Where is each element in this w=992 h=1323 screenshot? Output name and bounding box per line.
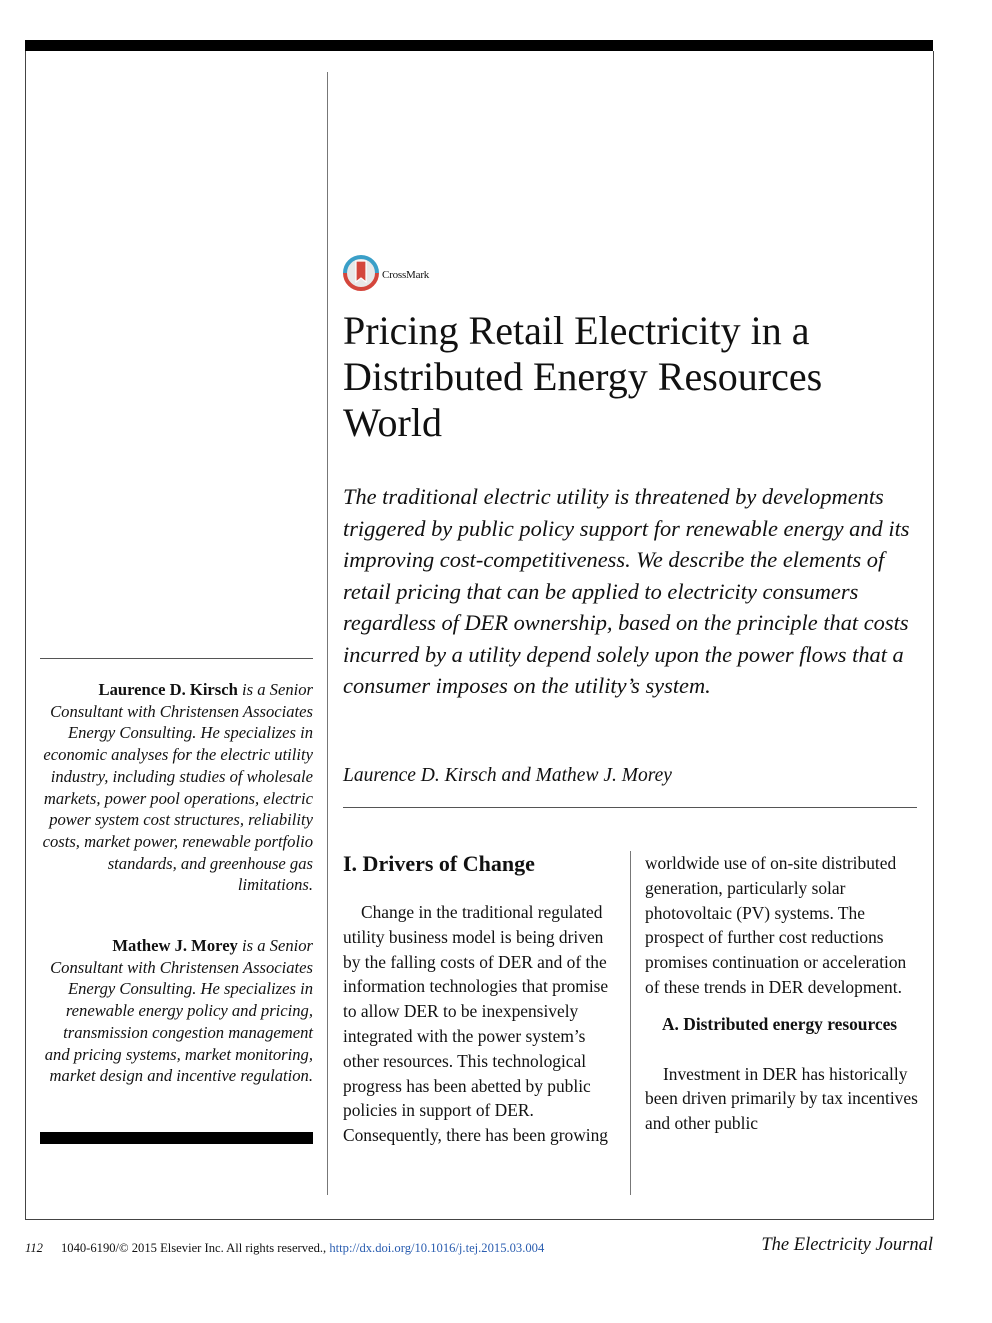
body-column-right [645,851,919,1136]
page-number: 112 [25,1241,43,1255]
body-column-left [343,851,617,1148]
article-authors: Laurence D. Kirsch and Mathew J. Morey [343,765,672,786]
page-footer [25,1234,933,1260]
crossmark-badge[interactable] [343,256,429,294]
body-paragraph: Investment in DER has historically been driven primarily by tax incentives and other public [645,1063,918,1134]
journal-name: The Electricity Journal [761,1235,933,1255]
article-abstract: The traditional electric utility is threatened by developments triggered by public policy support for renewable energy and its improving cost-competitiveness. We describe the elements of retail pricing that can be applied to electricity consumers regardless of DER ownership, based on the principle that costs incurred by a utility depend solely upon the power flows that a consumer imposes on the utility’s system. [343,484,910,698]
subsection-heading: A. Distributed energy resources [662,1013,898,1034]
author-bio-morey [36,935,313,1087]
top-black-bar [25,40,933,51]
body-paragraph: worldwide use of on-site distributed generation, particularly solar photovoltaic (PV) systems. The prospect of further cost reductions promises continuation or acceleration of these trends in DER development. [645,853,907,997]
author-bio-kirsch [36,679,313,896]
sidebar-top-rule [40,658,313,659]
sidebar-divider [327,72,328,1195]
crossmark-label: CrossMark [382,269,430,281]
bio-text: is a Senior Consultant with Christensen Associates Energy Consulting. He specializes in renewable energy policy and pricing, transmission congestion management and pricing systems, market monitoring, market design and incentive regulation. [44,936,313,1086]
column-divider [630,851,631,1195]
doi-link[interactable]: http://dx.doi.org/10.1016/j.tej.2015.03.004 [329,1241,545,1255]
footer-citation [25,1241,544,1256]
authors-rule [343,807,917,808]
section-heading: I. Drivers of Change [343,851,535,876]
copyright-text: 1040-6190/© 2015 Elsevier Inc. All rights reserved., [60,1241,330,1255]
body-paragraph: Change in the traditional regulated utility business model is being driven by the falling costs of DER and of the information technologies that promise to allow DER to be inexpensively integrated with the power system’s other resources. This technological progress has been abetted by public policies in support of DER. Consequently, there has been growing [343,902,609,1146]
bio-name: Mathew J. Morey [112,936,238,955]
bio-text: is a Senior Consultant with Christensen Associates Energy Consulting. He specializes in economic analyses for the electric utility industry, including studies of wholesale markets, power pool operations, electric power system cost structures, reliability costs, market power, renewable portfolio standards, and greenhouse gas limitations. [42,680,313,895]
article-title: Pricing Retail Electricity in a Distributed Energy Resources World [343,308,823,445]
crossmark-icon [343,254,379,297]
bio-name: Laurence D. Kirsch [98,680,238,699]
sidebar-bottom-bar [40,1132,313,1144]
